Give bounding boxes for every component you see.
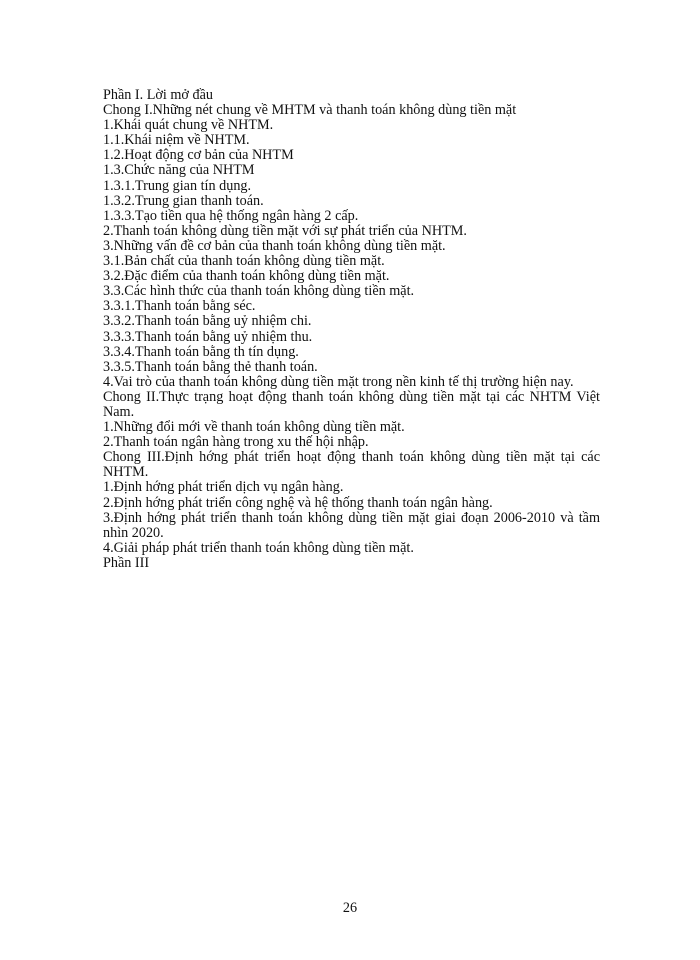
toc-line: 1.Khái quát chung về NHTM. bbox=[103, 117, 274, 134]
toc-line: 3.Những vấn đề cơ bản của thanh toán không dùng tiền mặt. bbox=[103, 237, 446, 254]
toc-line: Phần III bbox=[103, 554, 150, 571]
toc-line: 3.2.Đặc điểm của thanh toán không dùng tiền mặt. bbox=[103, 268, 390, 285]
toc-line: Phần I. Lời mở đầu bbox=[103, 87, 213, 103]
toc-line: Chong I.Những nét chung về MHTM và thanh toán không dùng tiền mặt bbox=[103, 102, 517, 119]
toc-line: 3.3.Các hình thức của thanh toán không dùng tiền mặt. bbox=[103, 283, 415, 300]
toc-line: 1.Những đổi mới về thanh toán không dùng tiền mặt. bbox=[103, 419, 405, 436]
toc-line: Chong III.Định hớng phát triển hoạt động thanh toán không dùng tiền mặt tại các NHTM. bbox=[103, 449, 600, 481]
toc-line: Chong II.Thực trạng hoạt động thanh toán không dùng tiền mặt tại các NHTM Việt Nam. bbox=[103, 388, 600, 420]
toc-line: 1.3.2.Trung gian thanh toán. bbox=[103, 192, 264, 209]
toc-line: 3.3.3.Thanh toán bằng uỷ nhiệm thu. bbox=[103, 328, 313, 345]
toc-line: 1.3.3.Tạo tiền qua hệ thống ngân hàng 2 cấp. bbox=[103, 207, 359, 224]
toc-line: 1.3.Chức năng của NHTM bbox=[103, 162, 255, 179]
toc-line: 3.Định hớng phát triển thanh toán không dùng tiền mặt giai đoạn 2006-2010 và tầm nhìn 2020. bbox=[103, 509, 600, 541]
toc-line: 3.3.1.Thanh toán bằng séc. bbox=[103, 298, 256, 315]
toc-line: 3.3.4.Thanh toán bằng th tín dụng. bbox=[103, 343, 299, 360]
toc-line: 1.Định hớng phát triển dịch vụ ngân hàng. bbox=[103, 479, 344, 496]
toc-line: 3.1.Bản chất của thanh toán không dùng tiền mặt. bbox=[103, 253, 385, 270]
page-number: 26 bbox=[342, 900, 358, 916]
toc-line: 2.Định hớng phát triển công nghệ và hệ thống thanh toán ngân hàng. bbox=[103, 494, 493, 511]
toc-line: 2.Thanh toán không dùng tiền mặt với sự phát triển của NHTM. bbox=[103, 222, 467, 239]
toc-line: 4.Vai trò của thanh toán không dùng tiền mặt trong nền kinh tế thị trường hiện nay. bbox=[103, 373, 574, 390]
toc-line: 1.3.1.Trung gian tín dụng. bbox=[103, 177, 252, 194]
table-of-contents bbox=[103, 88, 600, 571]
toc-line: 4.Giải pháp phát triển thanh toán không dùng tiền mặt. bbox=[103, 539, 414, 556]
toc-line: 2.Thanh toán ngân hàng trong xu thế hội nhập. bbox=[103, 434, 369, 451]
toc-line: 1.1.Khái niệm về NHTM. bbox=[103, 132, 250, 149]
toc-line: 3.3.5.Thanh toán bằng thẻ thanh toán. bbox=[103, 358, 318, 375]
toc-line: 1.2.Hoạt động cơ bản của NHTM bbox=[103, 147, 294, 164]
toc-line: 3.3.2.Thanh toán bằng uỷ nhiệm chi. bbox=[103, 313, 312, 330]
